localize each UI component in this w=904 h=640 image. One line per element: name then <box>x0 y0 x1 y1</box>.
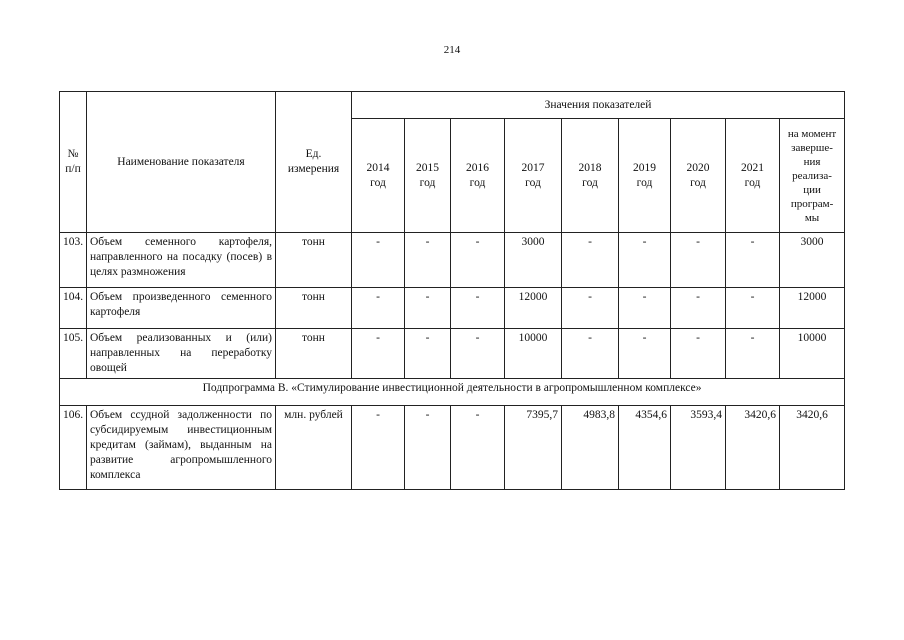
row-value: - <box>619 233 671 288</box>
header-year: 2018 год <box>562 119 619 233</box>
row-value: - <box>405 406 451 490</box>
row-unit: тонн <box>276 329 352 379</box>
row-value-final: 12000 <box>780 288 845 329</box>
header-year: 2017 год <box>505 119 562 233</box>
header-year: 2014 год <box>352 119 405 233</box>
row-value: - <box>451 288 505 329</box>
row-value: - <box>562 288 619 329</box>
row-value: - <box>405 288 451 329</box>
table-row <box>60 329 845 379</box>
header-year: 2015 год <box>405 119 451 233</box>
row-value: - <box>726 329 780 379</box>
row-num: 104. <box>60 288 87 329</box>
row-value-final: 3000 <box>780 233 845 288</box>
row-name: Объем ссудной задолженности по субсидируемым инвестиционным кредитам (займам), выданным на развитие агропромышленного комплекса <box>87 406 276 490</box>
row-name: Объем семенного картофеля, направленного на посадку (посев) в целях размножения <box>87 233 276 288</box>
row-value: - <box>352 233 405 288</box>
row-value: 3420,6 <box>726 406 780 490</box>
subprogram-title: Подпрограмма В. «Стимулирование инвестиционной деятельности в агропромышленном комплексе» <box>60 379 845 406</box>
row-value: - <box>451 406 505 490</box>
row-value: - <box>451 329 505 379</box>
row-value: - <box>671 233 726 288</box>
row-unit: тонн <box>276 233 352 288</box>
row-num: 106. <box>60 406 87 490</box>
row-name: Объем реализованных и (или) направленных на переработку овощей <box>87 329 276 379</box>
page-number: 214 <box>443 44 461 56</box>
header-unit: Ед. измерения <box>276 92 352 233</box>
header-values: Значения показателей <box>352 92 845 119</box>
row-value: 10000 <box>505 329 562 379</box>
row-value: 3000 <box>505 233 562 288</box>
row-value: - <box>352 329 405 379</box>
header-name: Наименование показателя <box>87 92 276 233</box>
header-year: 2016 год <box>451 119 505 233</box>
header-year: 2020 год <box>671 119 726 233</box>
header-final: на момент заверше- ния реализа- ции програм- мы <box>780 119 845 233</box>
row-value: - <box>352 406 405 490</box>
row-value: - <box>671 288 726 329</box>
indicators-table <box>59 91 845 490</box>
row-value: - <box>619 288 671 329</box>
row-value: - <box>562 233 619 288</box>
row-value: - <box>451 233 505 288</box>
table-row <box>60 288 845 329</box>
row-value: 4354,6 <box>619 406 671 490</box>
row-value: 4983,8 <box>562 406 619 490</box>
table-row <box>60 233 845 288</box>
header-year: 2019 год <box>619 119 671 233</box>
row-value: - <box>405 233 451 288</box>
row-value: - <box>619 329 671 379</box>
row-value-final: 3420,6 <box>780 406 845 490</box>
row-num: 105. <box>60 329 87 379</box>
header-num: № п/п <box>60 92 87 233</box>
row-value: 7395,7 <box>505 406 562 490</box>
row-value: 12000 <box>505 288 562 329</box>
row-value: - <box>405 329 451 379</box>
row-num: 103. <box>60 233 87 288</box>
row-unit: млн. рублей <box>276 406 352 490</box>
table-row <box>60 406 845 490</box>
subprogram-row <box>60 379 845 406</box>
row-value: - <box>562 329 619 379</box>
row-value: 3593,4 <box>671 406 726 490</box>
row-value-final: 10000 <box>780 329 845 379</box>
row-value: - <box>726 288 780 329</box>
row-value: - <box>671 329 726 379</box>
header-year: 2021 год <box>726 119 780 233</box>
row-value: - <box>352 288 405 329</box>
row-name: Объем произведенного семенного картофеля <box>87 288 276 329</box>
row-unit: тонн <box>276 288 352 329</box>
row-value: - <box>726 233 780 288</box>
